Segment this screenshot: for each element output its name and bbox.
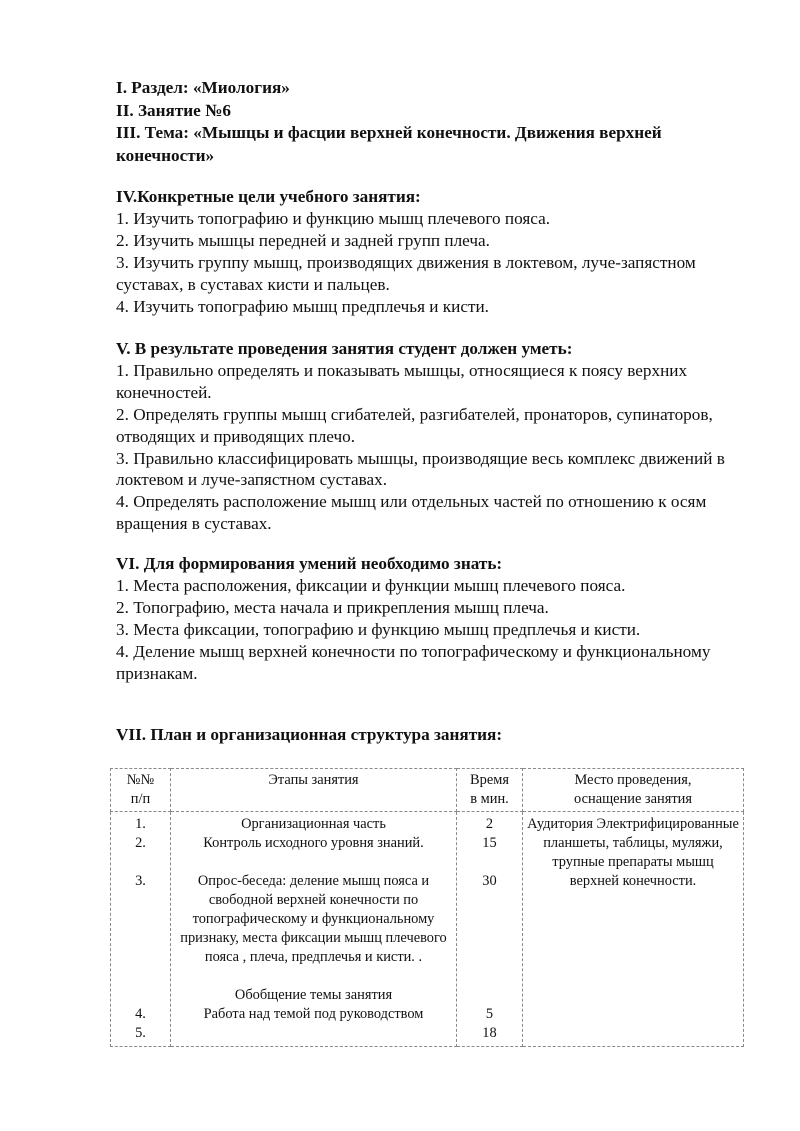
list-item: 4. Изучить топографию мышц предплечья и кисти.: [116, 296, 489, 316]
num-cell: 1. 2. 3. 4. 5.: [111, 812, 171, 1047]
goals-section: [116, 186, 756, 317]
section-heading: I. Раздел: «Миология»: [116, 78, 290, 97]
list-item: 1. Правильно определять и показывать мышцы, относящиеся к поясу верхних конечностей.: [116, 360, 688, 402]
place-cell: Аудитория Электрифицированные планшеты, таблицы, муляжи, трупные препараты мышц верхней конечности.: [523, 812, 744, 1047]
stage-cell: Организационная часть Контроль исходного уровня знаний. Опрос-беседа: деление мышц пояса и свободной верхней конечности по топографическому и функциональному признаку, места фиксации мышц плечевого пояса , плеча, предплечья и кисти. . Обобщение темы занятия Работа над темой под руководством: [171, 812, 457, 1047]
list-item: 3. Места фиксации, топографию и функцию мышц предплечья и кисти.: [116, 619, 641, 639]
header-place: Место проведения, оснащение занятия: [523, 769, 744, 812]
header-time: Время в мин.: [457, 769, 523, 812]
header-stage: Этапы занятия: [171, 769, 457, 812]
table-row: [111, 812, 744, 1047]
knowledge-section: [116, 553, 756, 684]
list-item: 1. Изучить топографию и функцию мышц плечевого пояса.: [116, 208, 551, 228]
skills-section: [116, 338, 756, 535]
list-item: 2. Топографию, места начала и прикрепления мышц плеча.: [116, 597, 549, 617]
plan-title: VII. План и организационная структура занятия:: [116, 725, 503, 744]
list-item: 3. Изучить группу мышц, производящих движения в локтевом, луче-запястном суставах, в суставах кисти и пальцев.: [116, 252, 696, 294]
list-item: 4. Определять расположение мышц или отдельных частей по отношению к осям вращения в суставах.: [116, 492, 707, 534]
list-item: 3. Правильно классифицировать мышцы, производящие весь комплекс движений в локтевом и луче-запястном суставах.: [116, 448, 725, 490]
list-item: 4. Деление мышц верхней конечности по топографическому и функциональному признакам.: [116, 641, 711, 683]
table-header-row: [111, 769, 744, 812]
time-cell: 2 15 30 5 18: [457, 812, 523, 1047]
skills-title: V. В результате проведения занятия студент должен уметь:: [116, 339, 573, 358]
lesson-topic: III. Тема: «Мышцы и фасции верхней конечности. Движения верхней конечности»: [116, 123, 662, 165]
plan-table: [110, 768, 744, 1047]
knowledge-title: VI. Для формирования умений необходимо знать:: [116, 554, 503, 573]
list-item: 2. Определять группы мышц сгибателей, разгибателей, пронаторов, супинаторов, отводящих и приводящих плечо.: [116, 404, 713, 446]
lesson-header: [116, 77, 756, 167]
lesson-number: II. Занятие №6: [116, 100, 231, 120]
header-num: №№ п/п: [111, 769, 171, 812]
goals-title: IV.Конкретные цели учебного занятия:: [116, 187, 421, 206]
list-item: 2. Изучить мышцы передней и задней групп плеча.: [116, 230, 490, 250]
list-item: 1. Места расположения, фиксации и функции мышц плечевого пояса.: [116, 575, 626, 595]
